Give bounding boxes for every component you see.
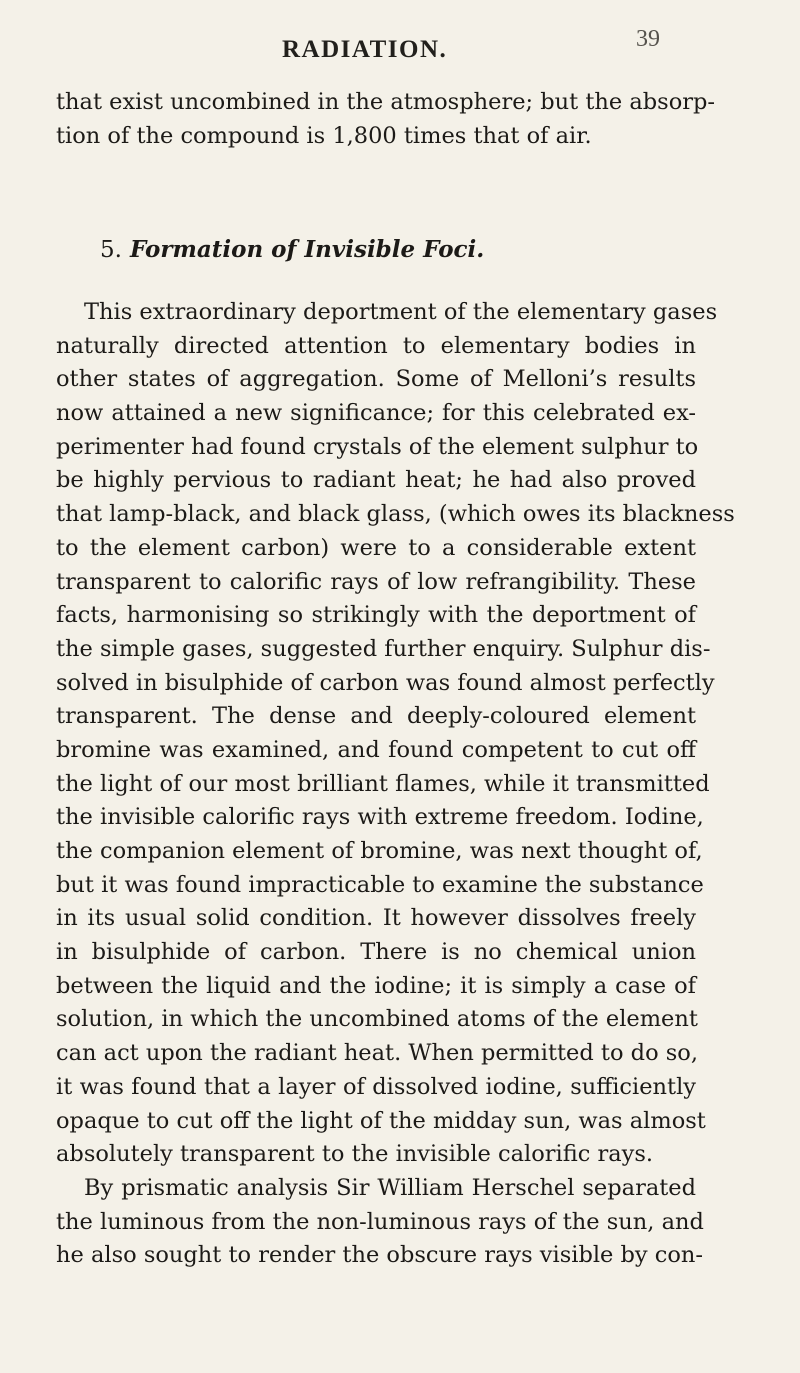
text-line: naturally directed attention to elementary bodies in [56, 332, 696, 359]
text-line: to the element carbon) were to a considerable extent [56, 534, 696, 561]
text-line: in bisulphide of carbon. There is no chemical union [56, 939, 696, 966]
section-title: Formation of Invisible Foci. [129, 236, 485, 263]
text-line: absolutely transparent to the invisible calorific rays. [56, 1141, 654, 1168]
text-line: it was found that a layer of dissolved iodine, sufficiently [56, 1073, 696, 1100]
text-line: solution, in which the uncombined atoms of the element [56, 1006, 698, 1033]
text-line: opaque to cut off the light of the midday sun, was almost [56, 1107, 706, 1134]
text-line: By prismatic analysis Sir William Herschel separated [84, 1174, 696, 1201]
text-line: solved in bisulphide of carbon was found almost perfectly [56, 669, 715, 696]
running-title: RADIATION. [282, 36, 448, 63]
text-line: he also sought to render the obscure rays visible by con- [56, 1242, 704, 1269]
text-line: This extraordinary deportment of the elementary gases [84, 299, 718, 325]
continuation-paragraph [56, 86, 716, 153]
text-line: in its usual solid condition. It however dissolves freely [56, 905, 696, 932]
text-line: transparent to calorific rays of low refrangibility. These [56, 568, 696, 595]
text-line: that lamp-black, and black glass, (which owes its blackness [56, 501, 735, 528]
text-line: the luminous from the non-luminous rays of the sun, and [56, 1208, 704, 1235]
text-line: can act upon the radiant heat. When permitted to do so, [56, 1040, 699, 1067]
text-line: other states of aggregation. Some of Melloni’s results [56, 366, 696, 393]
section-heading [100, 236, 484, 263]
text-line: the companion element of bromine, was next thought of, [56, 838, 703, 864]
text-line: perimenter had found crystals of the element sulphur to [56, 433, 699, 460]
text-line: now attained a new significance; for this celebrated ex- [56, 400, 696, 427]
text-line: tion of the compound is 1,800 times that of air. [56, 122, 592, 149]
text-line: the light of our most brilliant flames, while it transmitted [56, 770, 710, 797]
text-line: the invisible calorific rays with extreme freedom. Iodine, [56, 804, 704, 831]
text-line: but it was found impracticable to examine the substance [56, 871, 704, 898]
page-number: 39 [636, 26, 660, 52]
text-line: between the liquid and the iodine; it is simply a case of [56, 972, 696, 999]
text-line: transparent. The dense and deeply-coloured element [56, 703, 696, 730]
text-line: be highly pervious to radiant heat; he had also proved [56, 467, 696, 494]
text-line: bromine was examined, and found competent to cut off [56, 736, 696, 763]
body-paragraphs [56, 296, 735, 1273]
text-line: the simple gases, suggested further enquiry. Sulphur dis- [56, 635, 711, 662]
text-line: facts, harmonising so strikingly with the deportment of [56, 602, 696, 629]
text-line: that exist uncombined in the atmosphere; but the absorp- [56, 89, 716, 115]
section-number: 5. [100, 237, 122, 263]
